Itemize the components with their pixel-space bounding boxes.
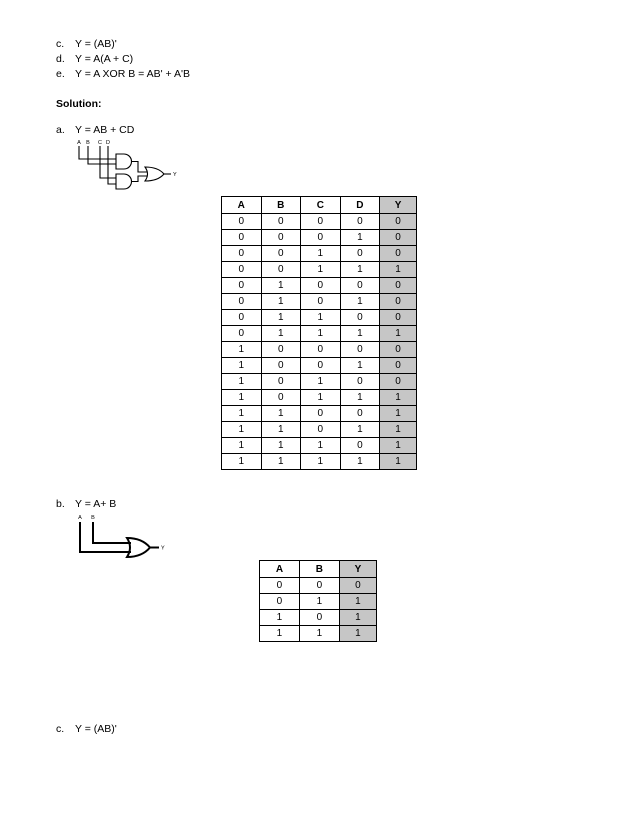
column-header-y: Y — [339, 561, 376, 578]
table-row — [222, 278, 417, 294]
output-cell: 0 — [380, 230, 417, 246]
input-cell: 0 — [301, 294, 341, 310]
input-cell: 1 — [222, 406, 262, 422]
table-row — [222, 230, 417, 246]
input-cell: 0 — [340, 310, 380, 326]
output-cell: 1 — [380, 262, 417, 278]
column-header-y: Y — [380, 197, 417, 214]
output-cell: 1 — [380, 390, 417, 406]
input-cell: 0 — [340, 438, 380, 454]
output-cell: 0 — [380, 214, 417, 230]
wire-a — [80, 522, 131, 552]
input-cell: 1 — [222, 422, 262, 438]
input-cell: 1 — [299, 594, 339, 610]
input-label-b: B — [86, 140, 90, 146]
table-row — [222, 358, 417, 374]
input-cell: 0 — [340, 214, 380, 230]
input-cell: 0 — [340, 278, 380, 294]
input-cell: 1 — [261, 406, 301, 422]
input-label-c: C — [98, 140, 102, 146]
input-cell: 0 — [301, 214, 341, 230]
column-header-b: B — [299, 561, 339, 578]
table-header-row — [260, 561, 377, 578]
input-cell: 0 — [261, 246, 301, 262]
list-marker: e. — [56, 68, 65, 80]
input-cell: 1 — [222, 342, 262, 358]
list-marker: c. — [56, 723, 65, 735]
input-label-a: A — [78, 515, 82, 521]
output-cell: 0 — [380, 246, 417, 262]
list-marker: d. — [56, 53, 65, 65]
input-cell: 1 — [340, 422, 380, 438]
output-cell: 0 — [339, 578, 376, 594]
input-cell: 1 — [222, 438, 262, 454]
table-row — [222, 294, 417, 310]
expression-text: Y = (AB)' — [75, 723, 117, 735]
input-cell: 1 — [301, 390, 341, 406]
input-cell: 1 — [340, 230, 380, 246]
input-cell: 1 — [301, 246, 341, 262]
table-row — [222, 438, 417, 454]
output-cell: 1 — [339, 610, 376, 626]
output-cell: 1 — [380, 422, 417, 438]
input-cell: 0 — [340, 374, 380, 390]
part-c-item — [56, 723, 117, 735]
wire-b — [93, 522, 131, 543]
input-cell: 0 — [222, 230, 262, 246]
input-cell: 1 — [261, 438, 301, 454]
input-cell: 0 — [222, 310, 262, 326]
input-cell: 1 — [222, 390, 262, 406]
input-cell: 0 — [222, 326, 262, 342]
input-cell: 1 — [340, 358, 380, 374]
list-marker: c. — [56, 38, 65, 50]
solution-heading: Solution: — [56, 98, 102, 110]
or-circuit-diagram — [70, 512, 180, 562]
table-row — [222, 310, 417, 326]
output-cell: 1 — [339, 594, 376, 610]
output-cell: 0 — [380, 342, 417, 358]
input-cell: 1 — [261, 294, 301, 310]
table-header-row — [222, 197, 417, 214]
input-cell: 1 — [301, 454, 341, 470]
input-cell: 0 — [301, 358, 341, 374]
table-row — [260, 626, 377, 642]
table-row — [222, 422, 417, 438]
expression-text: Y = A XOR B = AB' + A'B — [75, 68, 191, 80]
list-item-c — [56, 38, 117, 50]
output-cell: 1 — [380, 326, 417, 342]
input-cell: 1 — [301, 438, 341, 454]
input-cell: 0 — [222, 246, 262, 262]
input-cell: 1 — [340, 454, 380, 470]
input-cell: 0 — [301, 342, 341, 358]
input-cell: 1 — [222, 454, 262, 470]
expression-text: Y = A+ B — [75, 498, 117, 510]
output-cell: 1 — [380, 438, 417, 454]
input-cell: 0 — [301, 422, 341, 438]
input-cell: 0 — [261, 358, 301, 374]
wire-b — [88, 146, 116, 164]
expression-text: Y = A(A + C) — [75, 53, 134, 65]
input-cell: 0 — [222, 262, 262, 278]
input-cell: 0 — [260, 594, 300, 610]
part-b-item — [56, 498, 116, 510]
expression-text: Y = (AB)' — [75, 38, 117, 50]
and-gate-2 — [116, 174, 132, 189]
expression-text: Y = AB + CD — [75, 124, 135, 136]
list-marker: a. — [56, 124, 65, 136]
input-cell: 1 — [301, 310, 341, 326]
input-cell: 0 — [301, 406, 341, 422]
table-row — [260, 610, 377, 626]
table-row — [222, 406, 417, 422]
input-cell: 0 — [301, 230, 341, 246]
input-cell: 1 — [340, 390, 380, 406]
input-cell: 0 — [261, 214, 301, 230]
input-cell: 0 — [261, 374, 301, 390]
column-header-b: B — [261, 197, 301, 214]
input-cell: 0 — [340, 342, 380, 358]
output-label-y: Y — [161, 545, 165, 552]
input-cell: 0 — [340, 406, 380, 422]
output-cell: 1 — [380, 406, 417, 422]
output-cell: 0 — [380, 374, 417, 390]
truth-table-b — [259, 560, 377, 642]
input-cell: 0 — [261, 230, 301, 246]
output-cell: 0 — [380, 358, 417, 374]
table-row — [222, 374, 417, 390]
table-row — [222, 454, 417, 470]
input-cell: 0 — [301, 278, 341, 294]
column-header-c: C — [301, 197, 341, 214]
input-cell: 1 — [261, 454, 301, 470]
list-item-e — [56, 68, 190, 80]
input-cell: 1 — [260, 626, 300, 642]
input-label-b: B — [91, 515, 95, 521]
input-cell: 0 — [222, 294, 262, 310]
input-cell: 1 — [261, 278, 301, 294]
input-cell: 0 — [261, 390, 301, 406]
column-header-d: D — [340, 197, 380, 214]
input-cell: 0 — [222, 214, 262, 230]
column-header-a: A — [222, 197, 262, 214]
input-cell: 1 — [261, 310, 301, 326]
table-row — [222, 390, 417, 406]
table-row — [222, 214, 417, 230]
input-cell: 0 — [222, 278, 262, 294]
column-header-a: A — [260, 561, 300, 578]
input-cell: 1 — [301, 262, 341, 278]
table-row — [222, 326, 417, 342]
input-cell: 0 — [261, 262, 301, 278]
table-row — [222, 246, 417, 262]
or-gate — [145, 167, 164, 181]
list-item-d — [56, 53, 133, 65]
input-label-d: D — [106, 140, 110, 146]
input-cell: 0 — [299, 610, 339, 626]
input-label-a: A — [77, 140, 81, 146]
input-cell: 1 — [340, 262, 380, 278]
input-cell: 1 — [222, 374, 262, 390]
truth-table-a — [221, 196, 417, 470]
input-cell: 0 — [261, 342, 301, 358]
input-cell: 0 — [340, 246, 380, 262]
output-label-y: Y — [173, 172, 177, 178]
wire-a — [79, 146, 116, 159]
and-gate-1 — [116, 154, 132, 169]
input-cell: 1 — [301, 374, 341, 390]
output-cell: 1 — [380, 454, 417, 470]
or-gate — [127, 538, 150, 557]
output-cell: 0 — [380, 294, 417, 310]
input-cell: 1 — [261, 326, 301, 342]
input-cell: 1 — [340, 294, 380, 310]
part-a-item — [56, 124, 134, 136]
table-row — [260, 594, 377, 610]
output-cell: 0 — [380, 310, 417, 326]
input-cell: 1 — [301, 326, 341, 342]
input-cell: 1 — [260, 610, 300, 626]
table-row — [222, 262, 417, 278]
input-cell: 1 — [222, 358, 262, 374]
input-cell: 1 — [261, 422, 301, 438]
input-cell: 0 — [299, 578, 339, 594]
output-cell: 1 — [339, 626, 376, 642]
output-cell: 0 — [380, 278, 417, 294]
input-cell: 1 — [299, 626, 339, 642]
table-row — [260, 578, 377, 594]
table-row — [222, 342, 417, 358]
input-cell: 1 — [340, 326, 380, 342]
list-marker: b. — [56, 498, 65, 510]
input-cell: 0 — [260, 578, 300, 594]
and-or-circuit-diagram — [70, 137, 182, 199]
